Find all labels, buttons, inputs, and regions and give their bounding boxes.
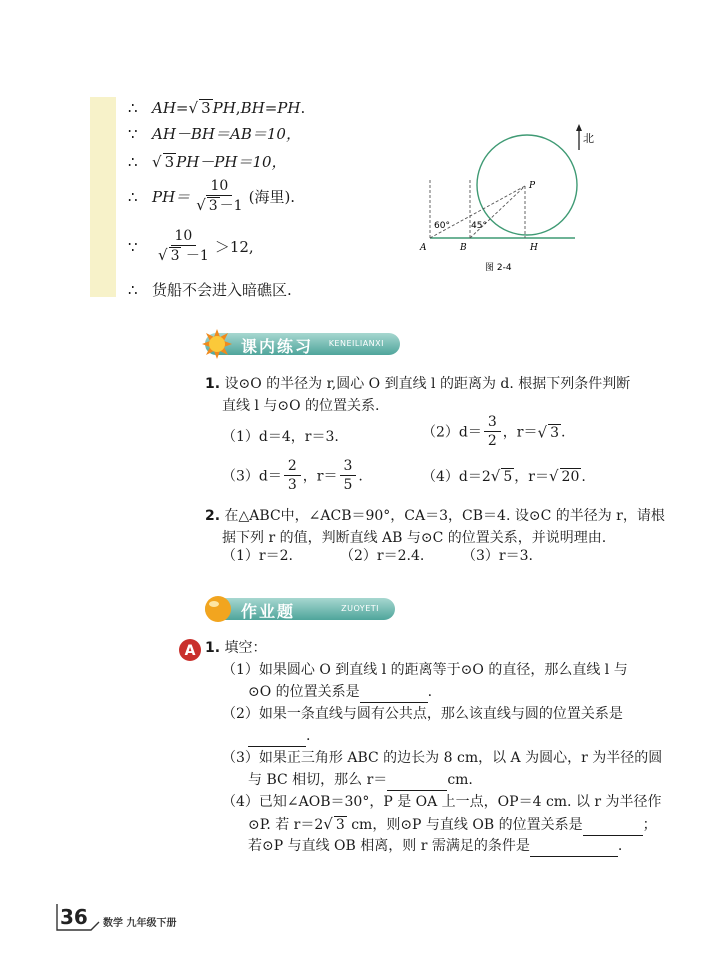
practice-q2-line2: 据下列 r 的值，判断直线 AB 与⊙C 的位置关系，并说明理由. — [222, 530, 607, 546]
homework-s2-line2: . — [248, 726, 310, 747]
figure-2-4 — [415, 120, 595, 280]
angle-45: 45° — [471, 221, 487, 231]
practice-title: 课内练习 — [241, 337, 314, 356]
solution-line-3: ∴ √ 3 PH－PH＝10， — [128, 153, 287, 171]
homework-s1-line2: ⊙O 的位置关系是 . — [248, 682, 432, 703]
homework-s3-line2: 与 BC 相切，那么 r＝ cm. — [248, 770, 473, 791]
practice-q2-item3: （3）r＝3. — [462, 548, 533, 564]
homework-s1-line1: （1）如果圆心 O 到直线 l 的距离等于⊙O 的直径，那么直线 l 与 — [222, 662, 628, 678]
label-h: H — [530, 243, 538, 253]
homework-s4-line3: 若⊙P 与直线 OB 相离，则 r 需满足的条件是 . — [248, 836, 622, 857]
solution-line-1: ∴ AH=√ 3 PH,BH=PH. — [128, 99, 306, 117]
north-arrowhead-icon — [576, 124, 582, 131]
orange-ball-icon — [203, 594, 233, 624]
book-title: 数学 九年级下册 — [103, 918, 177, 929]
practice-banner — [205, 333, 400, 355]
homework-s4-line1: （4）已知∠AOB＝30°，P 是 OA 上一点，OP＝4 cm. 以 r 为半径作 — [222, 794, 662, 810]
homework-s2-line1: （2）如果一条直线与圆有公共点，那么该直线与圆的位置关系是 — [222, 706, 623, 722]
sun-icon — [201, 328, 233, 360]
north-label: 北 — [583, 132, 594, 145]
practice-q2-item2: （2）r＝2.4. — [340, 548, 425, 564]
homework-banner — [205, 598, 395, 620]
blank-2[interactable] — [248, 726, 306, 747]
level-a-badge-icon — [178, 638, 202, 662]
practice-q2-line1: 2. 在△ABC中，∠ACB＝90°，CA＝3，CB＝4. 设⊙C 的半径为 r，请根 — [205, 508, 665, 524]
blank-3[interactable] — [387, 770, 447, 791]
label-a: A — [420, 243, 427, 253]
practice-q1-line1: 1. 设⊙O 的半径为 r,圆心 O 到直线 l 的距离为 d. 根据下列条件判断 — [205, 376, 631, 392]
practice-q1-item3: （3）d＝ $\frac{2}{3}$ ，r＝ $\frac{3}{5}$ . — [222, 458, 363, 493]
solution-line-4: ∴ PH＝ $\frac{10}{√ 3 -1}$ (海里). — [128, 178, 296, 214]
practice-pinyin: KENEILIANXI — [328, 339, 384, 348]
label-b: B — [460, 243, 467, 253]
practice-q1-item1: （1）d＝4，r＝3. — [222, 429, 339, 445]
page-number: 36 — [60, 905, 88, 929]
angle-60: 60° — [434, 221, 450, 231]
circle-p — [477, 135, 577, 235]
solution-highlight-bar — [90, 97, 116, 297]
practice-q2-item1: （1）r＝2. — [222, 548, 293, 564]
blank-4[interactable] — [583, 815, 643, 836]
level-label: A — [184, 643, 196, 659]
homework-title: 作业题 — [241, 602, 296, 621]
practice-q1-item2: （2）d＝ $\frac{3}{2}$ ，r＝√ 3 . — [422, 414, 566, 449]
figure-caption: 图 2-4 — [485, 263, 512, 273]
homework-s4-line2: ⊙P. 若 r＝2√ 3 cm，则⊙P 与直线 OB 的位置关系是 ； — [248, 814, 657, 836]
homework-q1-title: 1. 填空： — [205, 640, 267, 656]
homework-pinyin: ZUOYETI — [341, 604, 379, 613]
label-p: P — [529, 181, 536, 191]
solution-line-2: ∵ AH－BH＝AB＝10， — [128, 125, 301, 143]
blank-5[interactable] — [530, 836, 618, 857]
solution-line-5: ∵ $\frac{10}{√ 3 -1}$ ＞12, — [128, 228, 254, 264]
practice-q1-line2: 直线 l 与⊙O 的位置关系. — [222, 398, 380, 414]
blank-1[interactable] — [360, 682, 428, 703]
homework-s3-line1: （3）如果正三角形 ABC 的边长为 8 cm，以 A 为圆心，r 为半径的圆 — [222, 750, 663, 766]
solution-line-6: ∴ 货船不会进入暗礁区. — [128, 281, 292, 299]
practice-q1-item4: （4）d＝2√ 5 ，r＝√ 20 . — [422, 467, 586, 485]
